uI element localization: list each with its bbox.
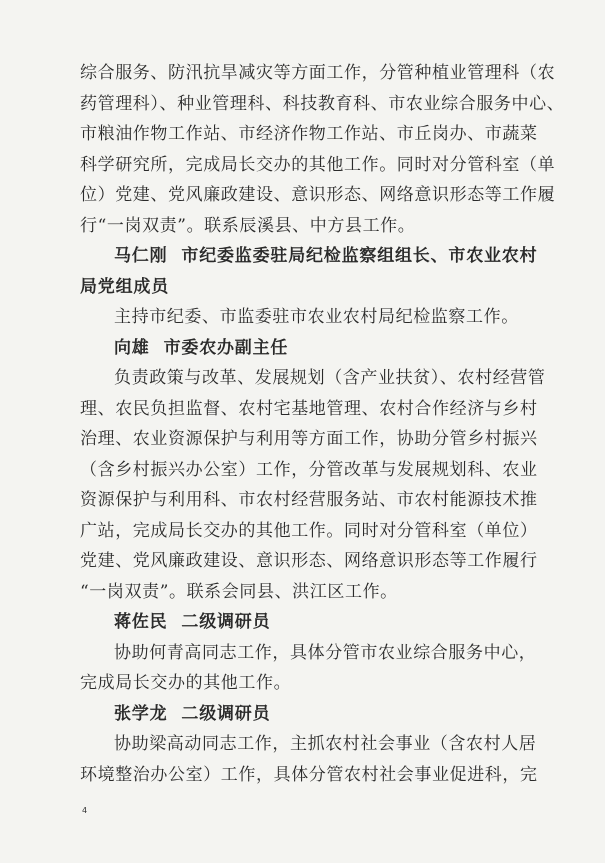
text-line: “一岗双责”。联系会同县、洪江区工作。 bbox=[80, 581, 398, 602]
text-line: 广站，完成局长交办的其他工作。同时对分管科室（单位） bbox=[80, 520, 538, 541]
text-line: 协助何青高同志工作，具体分管市农业综合服务中心， bbox=[114, 642, 537, 663]
section-heading-ma-rengang bbox=[80, 241, 538, 272]
text-line: 理、农民负担监督、农村宅基地管理、农村合作经济与乡村 bbox=[80, 398, 538, 419]
text-line: 主持市纪委、市监委驻市农业农村局纪检监察工作。 bbox=[114, 307, 519, 327]
section-heading-zhang-xuelong bbox=[80, 699, 532, 730]
person-name: 张学龙 bbox=[114, 703, 168, 724]
text-line: 位）党建、党风廉政建设、意识形态、网络意识形态等工作履 bbox=[80, 185, 556, 205]
person-name: 马仁刚 bbox=[114, 246, 168, 266]
person-name: 向雄 bbox=[114, 337, 150, 358]
person-title: 二级调研员 bbox=[181, 703, 271, 724]
page-number: 4 bbox=[82, 806, 88, 815]
section-heading-jiang-zuomin bbox=[80, 607, 532, 638]
text-line: 完成局长交办的其他工作。 bbox=[80, 673, 292, 693]
text-line: 治理、农业资源保护与利用等方面工作，协助分管乡村振兴 bbox=[80, 429, 538, 449]
document-body bbox=[80, 58, 565, 790]
text-line: 负责政策与改革、发展规划（含产业扶贫）、农村经营管 bbox=[114, 368, 546, 388]
section-heading-xiang-xiong bbox=[80, 333, 532, 364]
text-line: 行“一岗双责”。联系辰溪县、中方县工作。 bbox=[80, 215, 416, 236]
text-line: （含乡村振兴办公室）工作，分管改革与发展规划科、农业 bbox=[80, 459, 538, 480]
person-name: 蒋佐民 bbox=[114, 612, 168, 632]
text-line: 药管理科）、种业管理科、科技教育科、市农业综合服务中心、 bbox=[80, 93, 565, 114]
text-line: 市粮油作物工作站、市经济作物工作站、市丘岗办、市蔬菜 bbox=[80, 124, 538, 144]
text-line: 协助梁高动同志工作，主抓农村社会事业（含农村人居 bbox=[114, 734, 537, 754]
text-line: 环境整治办公室）工作，具体分管农村社会事业促进科，完 bbox=[80, 764, 538, 785]
person-title-continued: 局党组成员 bbox=[80, 276, 169, 297]
person-title: 市纪委监委驻局纪检监察组组长、市农业农村 bbox=[181, 246, 538, 266]
text-line: 党建、党风廉政建设、意识形态、网络意识形态等工作履行 bbox=[80, 551, 538, 571]
person-title: 市委农办副主任 bbox=[163, 337, 289, 358]
text-line: 综合服务、防汛抗旱减灾等方面工作，分管种植业管理科（农 bbox=[80, 63, 556, 83]
text-line: 科学研究所，完成局长交办的其他工作。同时对分管科室（单 bbox=[80, 154, 556, 175]
person-title: 二级调研员 bbox=[181, 612, 271, 632]
text-line: 资源保护与利用科、市农村经营服务站、市农村能源技术推 bbox=[80, 490, 538, 510]
